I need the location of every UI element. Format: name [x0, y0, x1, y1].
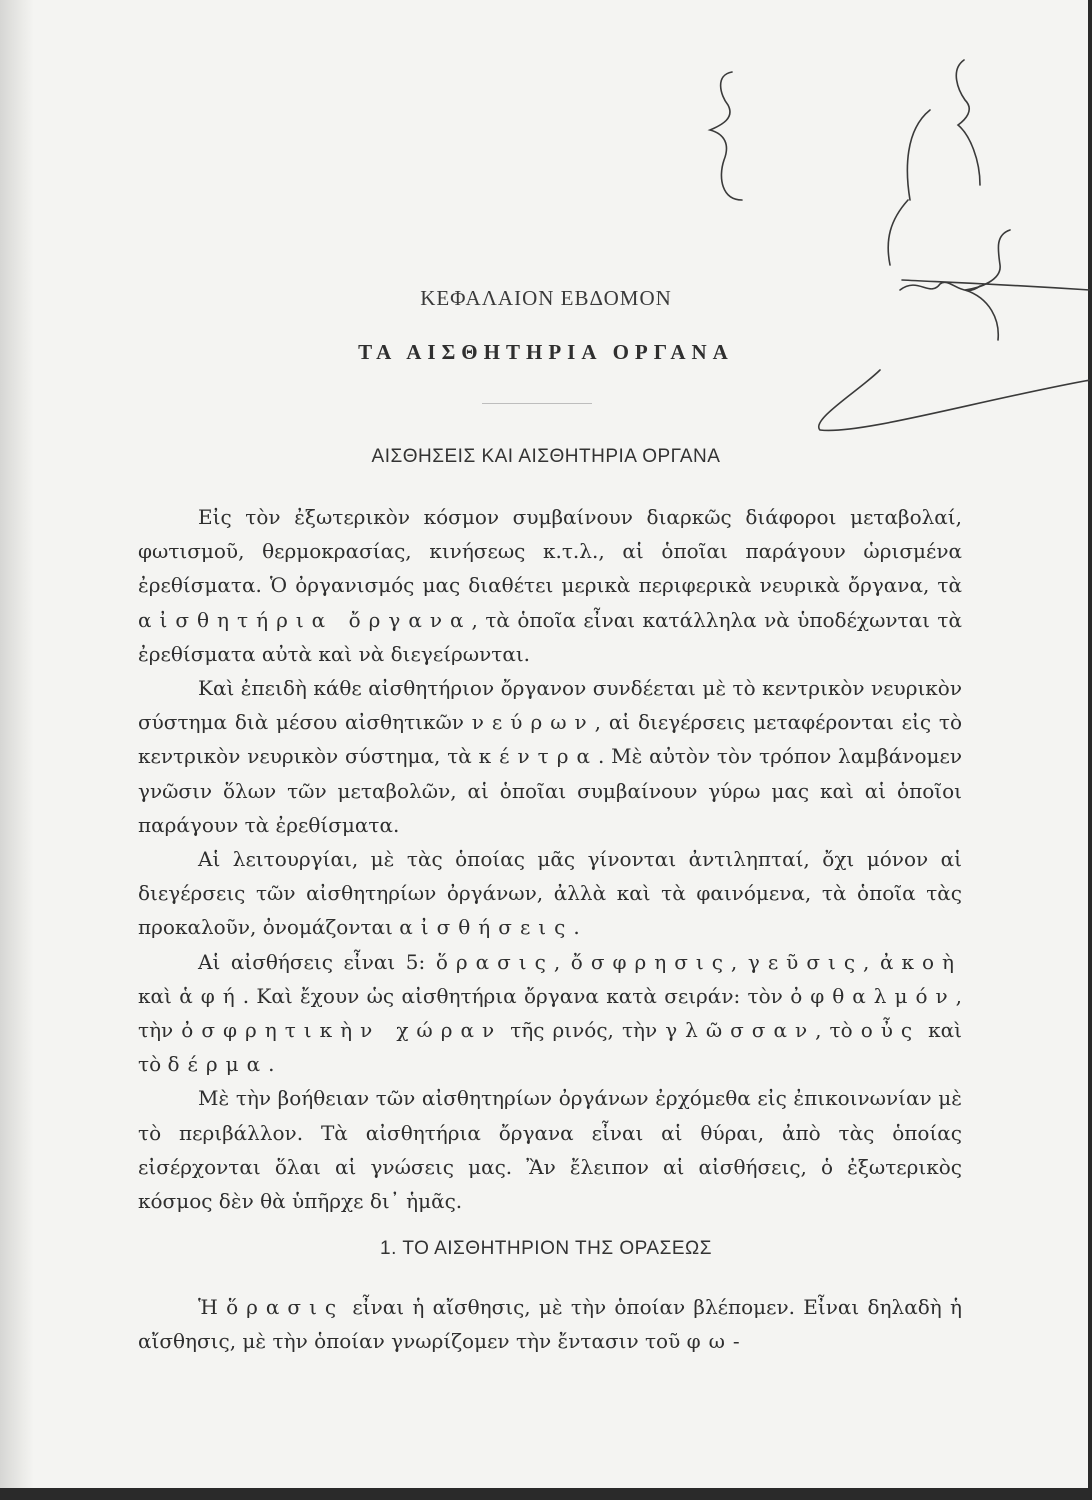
paragraph: Μὲ τὴν βοήθειαν τῶν αἰσθητηρίων ὀργάνων ἐρχόμεθα εἰς ἐπικοινωνίαν μὲ τὸ περιβάλλον. Τὰ αἰσθητήρια ὄργανα εἶναι αἱ θύραι, ἀπὸ τὰς ὁποίας εἰσέρχονται ὅλαι αἱ γνώσεις μας. Ἂν ἔλειπον αἱ αἰσθήσεις, ὁ ἐξωτερικὸς κόσμος δὲν θὰ ὑπῆρχε δι᾽ ἡμᾶς.	[138, 1086, 962, 1214]
paragraph: Αἱ αἰσθήσεις εἶναι 5: ὅρασις, ὄσφρησις, γεῦσις, ἀκοὴ καὶ ἁφή. Καὶ ἔχουν ὡς αἰσθητήρια ὄργανα κατὰ σειράν: τὸν ὀφθαλμόν, τὴν ὀσφρητικὴν χώραν τῆς ρινός, τὴν γλῶσσαν, τὸ οὖς καὶ τὸ δέρμα.	[138, 949, 963, 1077]
section-heading-senses: ΑΙΣΘΗΣΕΙΣ ΚΑΙ ΑΙΣΘΗΤΗΡΙΑ ΟΡΓΑΝΑ	[371, 446, 721, 467]
paragraph: Καὶ ἐπειδὴ κάθε αἰσθητήριον ὄργανον συνδέεται μὲ τὸ κεντρικὸν νευρικὸν σύστημα διὰ μέσου αἰσθητικῶν νεύρων, αἱ διεγέρσεις μεταφέρονται εἰς τὸ κεντρικὸν νευρικὸν σύστημα, τὰ κέντρα. Μὲ αὐτὸν τὸν τρόπον λαμβάνομεν γνῶσιν ὅλων τῶν μεταβολῶν, αἱ ὁποῖαι συμβαίνουν γύρω μας καὶ αἱ ὁποῖοι παράγουν τὰ ἐρεθίσματα.	[138, 676, 963, 837]
paragraph: Αἱ λειτουργίαι, μὲ τὰς ὁποίας μᾶς γίνονται ἀντιληπταί, ὄχι μόνον αἱ διεγέρσεις τῶν αἰσθητηρίων ὀργάνων, ἀλλὰ καὶ τὰ φαινόμενα, τὰ ὁποῖα τὰς προκαλοῦν, ὀνομάζονται αἰσθήσεις.	[138, 847, 962, 940]
section-heading-vision: 1. ΤΟ ΑΙΣΘΗΤΗΡΙΟΝ ΤΗΣ ΟΡΑΣΕΩΣ	[380, 1238, 712, 1259]
paragraph: Εἰς τὸν ἐξωτερικὸν κόσμον συμβαίνουν διαρκῶς διάφοροι μεταβολαί, φωτισμοῦ, θερμοκρασίας, κινήσεως κ.τ.λ., αἱ ὁποῖαι παράγουν ὡρισμένα ἐρεθίσματα. Ὁ ὀργανισμός μας διαθέτει μερικὰ περιφερικὰ νευρικὰ ὄργανα, τὰ αἰσθητήρια ὄργανα, τὰ ὁποῖα εἶναι κατάλληλα νὰ ὑποδέχωνται τὰ ἐρεθίσματα αὐτὰ καὶ νὰ διεγείρωνται.	[138, 505, 962, 666]
paragraph: Ἡ ὅρασις εἶναι ἡ αἴσθησις, μὲ τὴν ὁποίαν βλέπομεν. Εἶναι δηλαδὴ ἡ αἴσθησις, μὲ τὴν ὁποίαν γνωρίζομεν τὴν ἔντασιν τοῦ φω-	[138, 1295, 962, 1354]
page-edge-shadow	[0, 0, 34, 1488]
title-divider	[482, 403, 592, 404]
chapter-label: ΚΕΦΑΛΑΙΟΝ ΕΒΔΟΜΟΝ	[420, 286, 672, 310]
section-body-vision	[138, 1290, 962, 1358]
chapter-title: ΤΑ ΑΙΣΘΗΤΗΡΙΑ ΟΡΓΑΝΑ	[358, 340, 734, 364]
handwritten-annotation	[680, 50, 1090, 440]
section-body-senses	[138, 500, 962, 1218]
